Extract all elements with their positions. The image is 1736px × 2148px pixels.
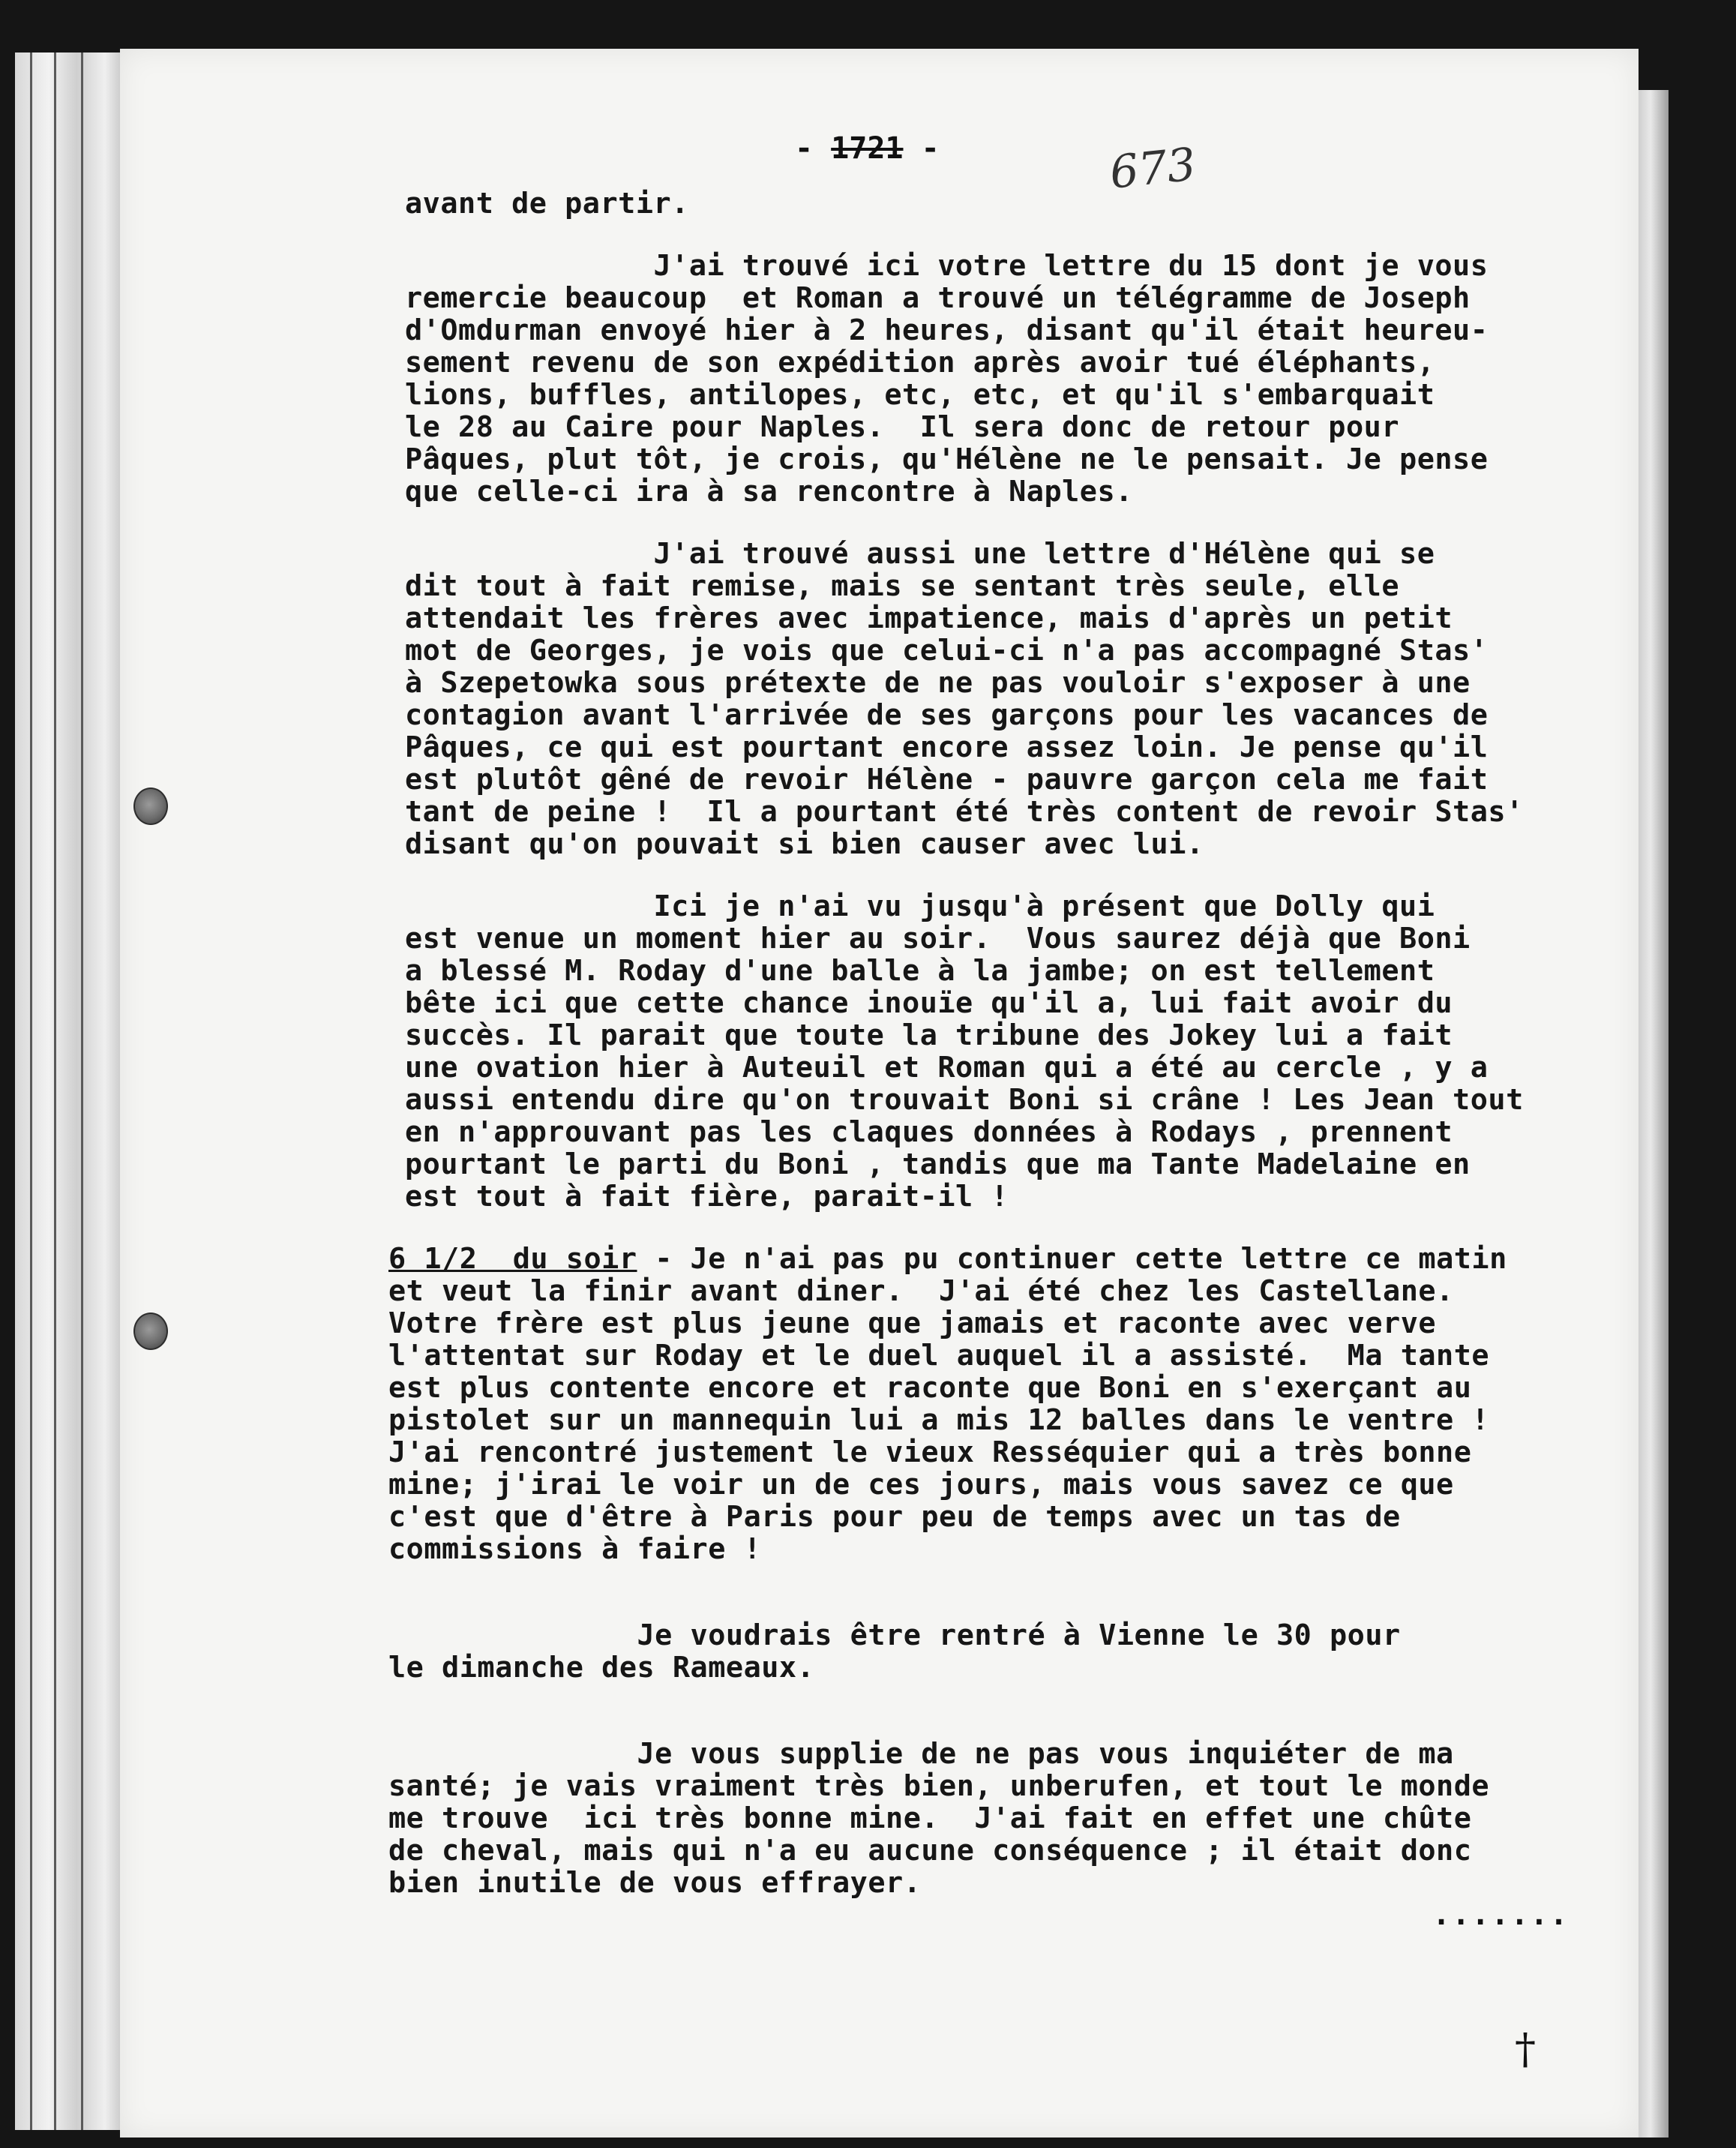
text-line: bête ici que cette chance inouïe qu'il a, lui fait avoir du (405, 986, 1453, 1020)
text-line: Je vous supplie de ne pas vous inquiéter de ma (388, 1737, 1454, 1771)
text-line: Votre frère est plus jeune que jamais et raconte avec verve (388, 1306, 1437, 1340)
text-line: est plus contente encore et raconte que Boni en s'exerçant au (388, 1371, 1472, 1405)
paragraph-boni-duel (405, 890, 1620, 1213)
text-line: le dimanche des Rameaux. (388, 1651, 815, 1684)
text-line: est plutôt gêné de revoir Hélène - pauvre garçon cela me fait (405, 763, 1489, 796)
text-line: d'Omdurman envoyé hier à 2 heures, disant qu'il était heureu- (405, 314, 1489, 347)
text-line: aussi entendu dire qu'on trouvait Boni si crâne ! Les Jean tout (405, 1083, 1524, 1117)
text-line: Pâques, ce qui est pourtant encore assez loin. Je pense qu'il (405, 730, 1489, 764)
stack-edge-line (54, 52, 56, 2130)
punch-hole (133, 788, 168, 825)
time-heading: 6 1/2 du soir (388, 1242, 637, 1276)
text-line: commissions à faire ! (388, 1532, 762, 1566)
text-line: disant qu'on pouvait si bien causer avec lui. (405, 827, 1204, 861)
text-line: contagion avant l'arrivée de ses garçons pour les vacances de (405, 698, 1489, 732)
text-line: que celle-ci ira à sa rencontre à Naples. (405, 475, 1133, 508)
paragraph-helene (405, 538, 1620, 860)
paragraph-vienne (388, 1619, 1620, 1684)
text-line: me trouve ici très bonne mine. J'ai fait en effet une chûte (388, 1802, 1472, 1835)
text-line: sement revenu de son expédition après avoir tué éléphants, (405, 346, 1435, 380)
text-line: à Szepetowka sous prétexte de ne pas vouloir s'exposer à une (405, 666, 1471, 700)
stack-edge-line (81, 52, 83, 2130)
text-line: attendait les frères avec impatience, mais d'après un petit (405, 602, 1453, 635)
text-line: Ici je n'ai vu jusqu'à présent que Dolly qui (405, 890, 1435, 923)
text-line: pourtant le parti du Boni , tandis que ma Tante Madelaine en (405, 1148, 1471, 1181)
text-line: est tout à fait fière, parait-il ! (405, 1180, 1009, 1214)
text-line: a blessé M. Roday d'une balle à la jambe; on est tellement (405, 954, 1435, 988)
text-line: J'ai rencontré justement le vieux Resséquier qui a très bonne (388, 1436, 1472, 1469)
text-line: de cheval, mais qui n'a eu aucune conséquence ; il était donc (388, 1834, 1472, 1868)
text-line: tant de peine ! Il a pourtant été très content de revoir Stas' (405, 795, 1524, 829)
text-line: bien inutile de vous effrayer. (388, 1866, 922, 1900)
text-line: Je voudrais être rentré à Vienne le 30 pour (388, 1618, 1401, 1652)
text-line: mot de Georges, je vois que celui-ci n'a pas accompagné Stas' (405, 634, 1489, 668)
punch-hole (133, 1312, 168, 1350)
text-line: J'ai trouvé ici votre lettre du 15 dont je vous (405, 249, 1489, 283)
corner-mark: † (1515, 2025, 1536, 2074)
text-line: santé; je vais vraiment très bien, unberufen, et tout le monde (388, 1769, 1490, 1803)
page-number-value: 1721 (831, 131, 904, 166)
continuation-dots: ....... (1432, 1898, 1570, 1932)
text-line: succès. Il parait que toute la tribune des Jokey lui a fait (405, 1018, 1453, 1052)
text-line: pistolet sur un mannequin lui a mis 12 balles dans le ventre ! (388, 1403, 1490, 1437)
page-number: - 1721 - (795, 131, 940, 166)
text-line: remercie beaucoup et Roman a trouvé un télégramme de Joseph (405, 281, 1471, 315)
text-line: 6 1/2 du soir - Je n'ai pas pu continuer cette lettre ce matin (388, 1242, 1507, 1276)
text-line: c'est que d'être à Paris pour peu de temps avec un tas de (388, 1500, 1401, 1534)
binder-page-stack (15, 52, 130, 2130)
paragraph-evening (388, 1243, 1620, 1565)
handwritten-folio-number: 673 (1107, 138, 1198, 200)
stack-edge-line (30, 52, 32, 2130)
text-line: dit tout à fait remise, mais se sentant très seule, elle (405, 569, 1400, 603)
text-line: J'ai trouvé aussi une lettre d'Hélène qui se (405, 537, 1435, 571)
page-right-edge (1639, 90, 1669, 2138)
text-line: une ovation hier à Auteuil et Roman qui a été au cercle , y a (405, 1051, 1489, 1084)
text-line: en n'approuvant pas les claques données à Rodays , prennent (405, 1115, 1453, 1149)
paragraph-sante (388, 1738, 1620, 1899)
text-line: lions, buffles, antilopes, etc, etc, et qu'il s'embarquait (405, 378, 1435, 412)
text-line: avant de partir. (405, 187, 689, 220)
text-line: Pâques, plut tôt, je crois, qu'Hélène ne le pensait. Je pense (405, 442, 1489, 476)
text-line: l'attentat sur Roday et le duel auquel il a assisté. Ma tante (388, 1339, 1490, 1372)
text-line: mine; j'irai le voir un de ces jours, mais vous savez ce que (388, 1468, 1454, 1502)
text-line: et veut la finir avant diner. J'ai été chez les Castellane. (388, 1274, 1454, 1308)
text-line: est venue un moment hier au soir. Vous saurez déjà que Boni (405, 922, 1471, 956)
text-line: le 28 au Caire pour Naples. Il sera donc de retour pour (405, 410, 1400, 444)
paragraph-omdurman (405, 250, 1620, 508)
letter-body (388, 187, 1620, 1900)
